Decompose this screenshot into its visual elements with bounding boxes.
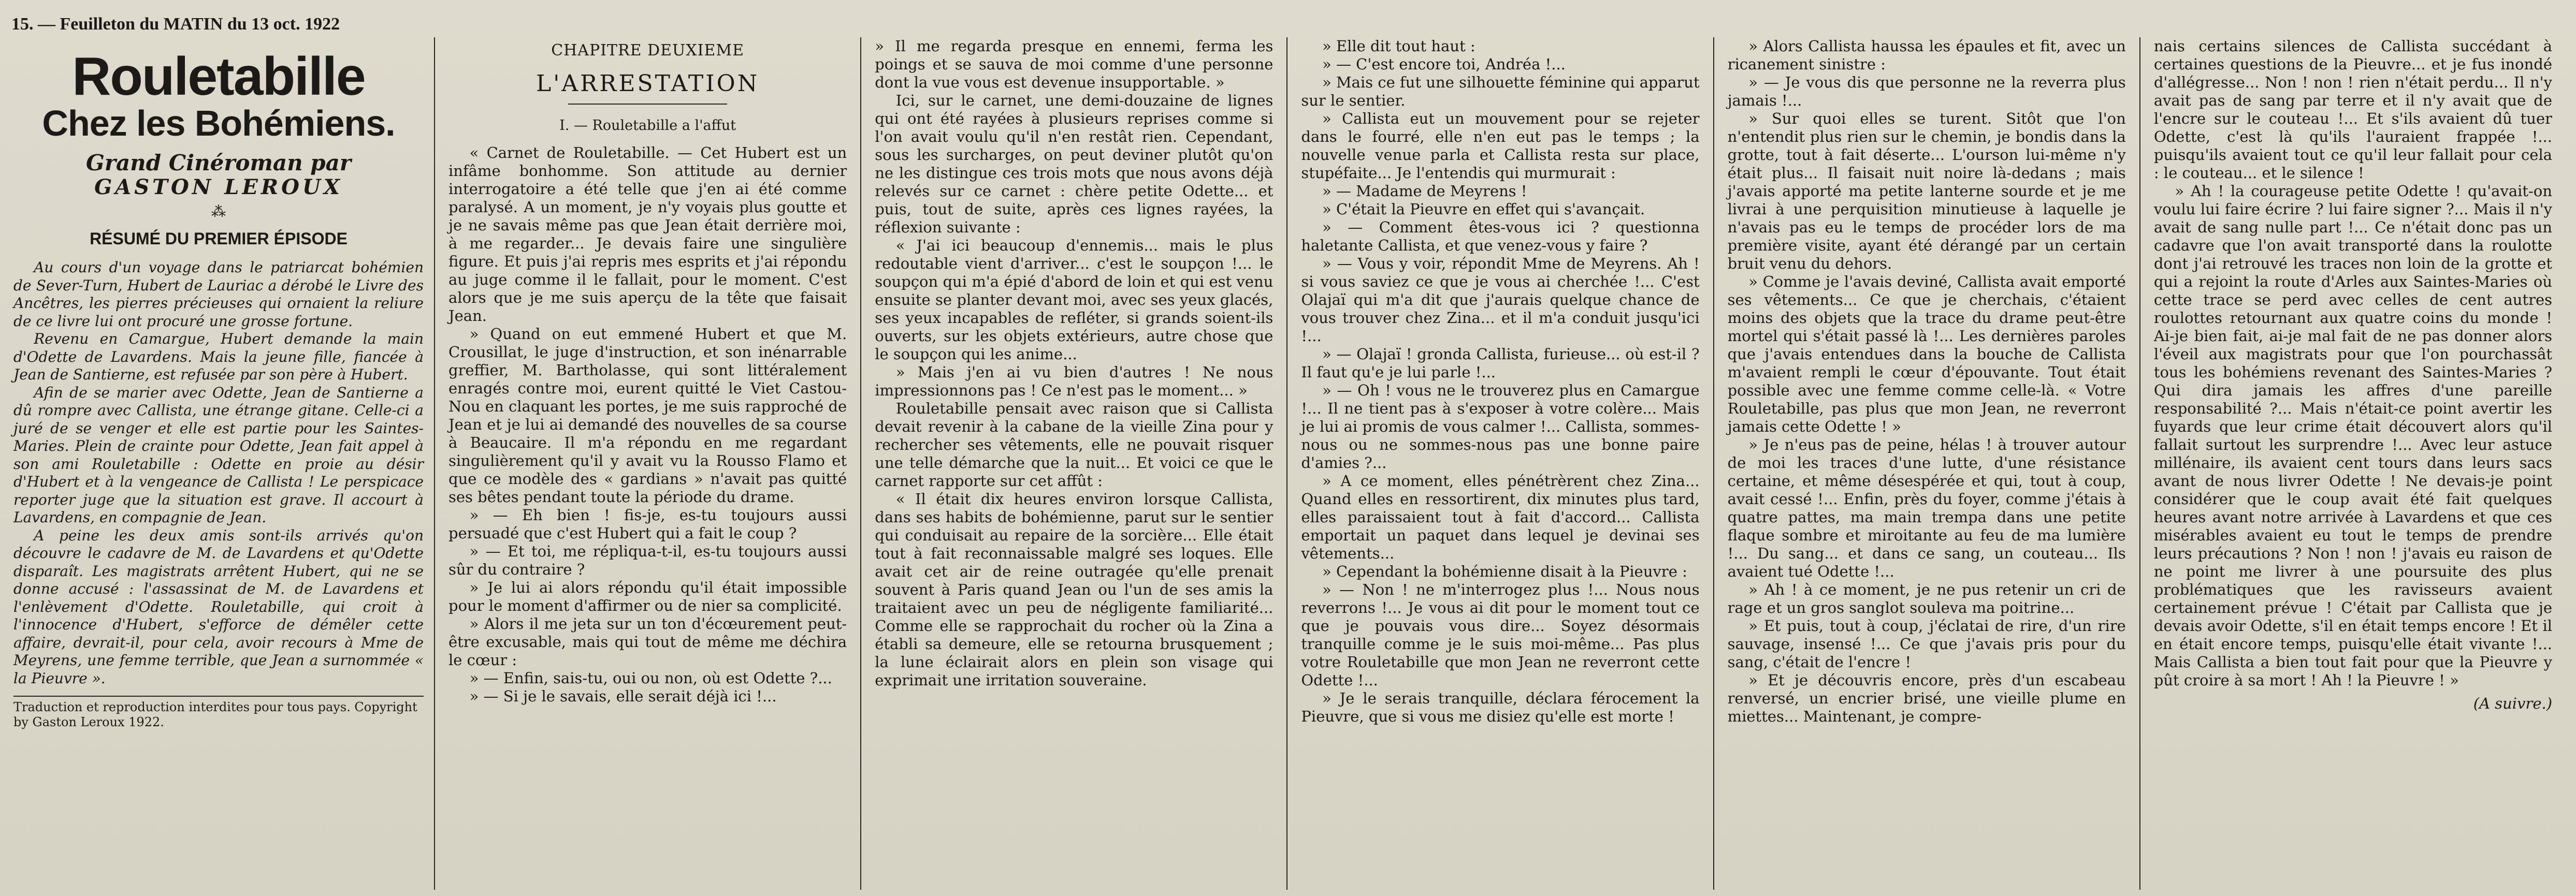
paragraph: » A ce moment, elles pénétrèrent chez Zina... Quand elles en ressortirent, dix minutes plus tard, elles paraissaient tout à fait d'accord... Callista emportait un paquet dans lequel je devinai ses vêtements... (1301, 472, 1700, 562)
paragraph: « J'ai ici beaucoup d'ennemis... mais le plus redoutable vient d'arriver... c'est le soupçon !... le soupçon qui m'a épié d'abord de loin et qui est venu ensuite se planter devant moi, avec ses yeux glacés, ses yeux incapables de refléter, si grands soient-ils ouverts, sur les objets extérieurs, autre chose que le soupçon qui les anime... (875, 237, 1273, 363)
paragraph: » Mais j'en ai vu bien d'autres ! Ne nous impressionnons pas ! Ce n'est pas le moment... » (875, 363, 1273, 399)
ornament-divider: ⁂ (211, 203, 226, 220)
paragraph: « Carnet de Rouletabille. — Cet Hubert est un infâme bonhomme. Son attitude au dernier interrogatoire a été telle que j'en ai été comme paralysé. A un moment, je n'y voyais plus goutte et je ne savais même pas que Jean était derrière moi, à me regarder... Je devais faire une singulière figure. Et puis j'ai repris mes esprits et j'ai répondu au juge comme il le fallait, pour le moment. C'est alors que je me suis aperçu de la tête que faisait Jean. (448, 144, 847, 325)
paragraph: » Ah ! à ce moment, je ne pus retenir un cri de rage et un gros sanglot souleva ma poitrine... (1727, 581, 2126, 616)
paragraph: » — Vous y voir, répondit Mme de Meyrens. Ah ! si vous saviez ce que je vous ai cherchée !... C'est Olajaï qui m'a dit que j'aurais quelque chance de vous trouver chez Zina... et il m'a conduit jusqu'ici !... (1301, 255, 1700, 345)
column-2 (861, 37, 1287, 890)
paragraph: » Ah ! la courageuse petite Odette ! qu'avait-on voulu lui faire écrire ? lui faire signer ?... Mais il n'y avait de sang nulle part !... Ce n'était donc pas un cadavre que l'on avait transporté dans la roulotte dont j'ai retrouvé les traces non loin de la grotte et qui a rejoint la route d'Arles aux Saintes-Maries où cette trace se perd avec celles de cent autres roulottes retournant aux quatre coins du monde ! Ai-je bien fait, ai-je mal fait de ne pas donner alors l'éveil aux magistrats pour que l'on pourchassât tous les bohémiens revenant des Saintes-Maries ? Qui dira jamais les affres d'une pareille responsabilité ?... Mais n'était-ce point avertir les fuyards que leur crime était découvert alors qu'il fallait surtout les surprendre !... Avec leur astuce millénaire, ils avaient cent tours dans leurs sacs avant de nous livrer Odette ! Ne devais-je point considérer que le coup avait été fait quelques heures avant notre arrivée à Lavardens et que ces misérables avaient eu tout le temps de prendre leurs précautions ? Non ! non ! j'avais eu raison de ne point me livrer à une poursuite des plus problématiques que les ravisseurs avaient certainement prévue ! C'était par Callista que je devais avoir Odette, s'il en était temps encore ! Et il en était encore temps, puisqu'elle était vivante !... Mais Callista a bien tout fait pour que la Pieuvre y pût croire à sa mort ! Ah ! la Pieuvre ! » (2153, 182, 2553, 689)
resume-heading: RÉSUMÉ DU PREMIER ÉPISODE (90, 229, 348, 248)
column-5 (2140, 37, 2566, 890)
resume-paragraph: Au cours d'un voyage dans le patriarcat bohémien de Sever-Turn, Hubert de Lauriac a dérobé le Livre des Ancêtres, les pierres précieuses qui ornaient la reliure de ce livre lui ont procuré une grosse fortune. (13, 259, 424, 330)
paragraph: » Et puis, tout à coup, j'éclatai de rire, d'un rire sauvage, insensé !... Ce que j'avais pris pour du sang, c'était de l'encre ! (1727, 617, 2126, 671)
paragraph: » Je lui ai alors répondu qu'il était impossible pour le moment d'affirmer ou de nier sa complicité. (448, 579, 847, 614)
page-number: 15. (11, 14, 34, 34)
chapter-label: CHAPITRE DEUXIEME (551, 41, 744, 60)
paragraph: » — Enfin, sais-tu, oui ou non, où est Odette ?... (469, 669, 832, 687)
paragraph: « Il était dix heures environ lorsque Callista, dans ses habits de bohémienne, parut sur le sentier qui conduisait au repaire de la sorcière... Elle était tout à fait reconnaissable malgré ses loques. Elle avait cet air de reine outragée qu'elle prenait souvent à Paris quand Jean ou l'un de ses amis la traitaient avec un peu de négligente familiarité... Comme elle se rapprochait du rocher où la Zina a établi sa demeure, elle se retourna brusquement ; la lune éclairait alors en plein son visage qui exprimait une irritation souveraine. (875, 490, 1273, 689)
column-1 (435, 37, 861, 890)
paragraph: » Callista eut un mouvement pour se rejeter dans le fourré, elle n'en eut pas le temps ; la nouvelle venue parla et Callista resta sur place, stupéfaite... Je l'entendis qui murmurait : (1301, 110, 1700, 182)
paragraph: Ici, sur le carnet, une demi-douzaine de lignes qui ont été rayées à plusieurs reprises comme si l'on avait voulu qu'il n'en restât rien. Cependant, sous les surcharges, on peut deviner plutôt qu'on ne les distingue ces trois mots que nous avons déjà relevés sur ce carnet : chère petite Odette... et puis, tout de suite, après ces lignes rayées, la réflexion suivante : (875, 92, 1273, 236)
resume-text (13, 259, 424, 687)
resume-paragraph: A peine les deux amis sont-ils arrivés qu'on découvre le cadavre de M. de Lavardens et qu'Odette disparaît. Les magistrats arrêtent Hubert, qui ne se donne accusé : l'assassinat de M. de Lavardens et l'enlèvement d'Odette. Rouletabille, qui croit à l'innocence d'Hubert, s'efforce de démêler cette affaire, devrait-il, pour cela, avoir recours à Mme de Meyrens, une femme terrible, que Jean a surnommée « la Pieuvre ». (13, 526, 424, 687)
page-header (11, 14, 436, 34)
header-text: — Feuilleton du MATIN du 13 oct. 1922 (38, 14, 340, 34)
paragraph: » — Et toi, me répliqua-t-il, es-tu toujours aussi sûr du contraire ? (448, 542, 847, 578)
genre-line: Grand Cinéroman par (85, 150, 352, 175)
paragraph: » Je le serais tranquille, déclara férocement la Pieuvre, que si vous me disiez qu'elle est morte ! (1301, 689, 1700, 725)
paragraph: » — Comment êtes-vous ici ? questionna haletante Callista, et que venez-vous y faire ? (1301, 218, 1700, 254)
serial-subtitle: Chez les Bohémiens. (42, 103, 395, 143)
paragraph: » — Eh bien ! fis-je, es-tu toujours aussi persuadé que c'est Hubert qui a fait le coup ? (448, 506, 847, 542)
paragraph: » — C'est encore toi, Andréa !... (1322, 55, 1566, 73)
to-be-continued: (A suivre.) (2473, 695, 2553, 712)
paragraph: » Alors il me jeta sur un ton d'écœurement peut-être excusable, mais qui tout de même me déchira le cœur : (448, 615, 847, 669)
rights-divider (13, 696, 424, 697)
paragraph: » Cependant la bohémienne disait à la Pieuvre : (1322, 563, 1687, 580)
resume-paragraph: Revenu en Camargue, Hubert demande la main d'Odette de Lavardens. Mais la jeune fille, fiancée à Jean de Santierne, est refusée par son père à Hubert. (13, 330, 424, 383)
paragraph: » Je n'eus pas de peine, hélas ! à trouver autour de moi les traces d'une lutte, d'une résistance certaine, et même désespérée et qui, tout à coup, avait cessé !... Enfin, près du foyer, comme j'étais à quatre pattes, ma main trempa dans une petite flaque sombre et miroitante au feu de ma lumière !... Du sang... et dans ce sang, un couteau... Ils avaient tué Odette !... (1727, 436, 2126, 580)
paragraph: » Quand on eut emmené Hubert et que M. Crousillat, le juge d'instruction, et son inénarrable greffier, M. Bartholasse, qui sont littéralement enragés contre moi, eurent quitté le Viet Castou-Nou en claquant les portes, je me suis rapproché de Jean et je lui ai demandé des nouvelles de sa course à Beaucaire. Il m'a répondu en me regardant singulièrement qu'il y avait vu la Rousso Flamo et que ce modèle des « gardians » n'avait pas quitté ses bêtes pendant toute la période du drame. (448, 325, 847, 506)
paragraph: » Sur quoi elles se turent. Sitôt que l'on n'entendit plus rien sur le chemin, je bondis dans la grotte, tout à fait déserte... L'ourson lui-même n'y était plus... Il faisait nuit noire là-dedans ; mais j'avais apporté ma petite lanterne sourde et je me livrai à une perquisition minutieuse à laquelle je n'avais pas eu le temps de procéder lors de ma première visite, ayant été dérangé par un certain bruit venu du dehors. (1727, 110, 2126, 272)
chapter-title: L'ARRESTATION (536, 70, 760, 97)
paragraph: » — Si je le savais, elle serait déjà ici !... (469, 687, 777, 705)
paragraph: » C'était la Pieuvre en effet qui s'avançait. (1322, 200, 1645, 218)
chapter-divider (568, 104, 728, 105)
resume-paragraph: Afin de se marier avec Odette, Jean de Santierne a dû rompre avec Callista, une étrange gitane. Celle-ci a juré de se venger et elle est partie pour les Saintes-Maries. Plein de crainte pour Odette, Jean fait appel à son ami Rouletabille : Odette en proie au désir d'Hubert et à la vengeance de Callista ! Le perspicace reporter juge que la situation est grave. Il accourt à Lavardens, en compagnie de Jean. (13, 384, 424, 526)
section-heading: I. — Rouletabille a l'affut (559, 117, 736, 134)
serial-title: Rouletabille (72, 47, 365, 107)
paragraph: » Il me regarda presque en ennemi, ferma les poings et se sauva de moi comme d'une personne dont la vue vous est devenue insupportable. » (875, 37, 1273, 91)
columns (10, 37, 2566, 890)
paragraph: » — Madame de Meyrens ! (1322, 182, 1527, 200)
column-3 (1287, 37, 1714, 890)
column-4 (1714, 37, 2140, 890)
paragraph: » — Non ! ne m'interrogez plus !... Nous nous reverrons !... Je vous ai dit pour le moment tout ce que je pouvais vous dire... Soyez désormais tranquille comme je le suis moi-même... Pas plus votre Rouletabille que mon Jean ne reverront cette Odette !... (1301, 581, 1700, 689)
paragraph: » — Je vous dis que personne ne la reverra plus jamais !... (1727, 74, 2126, 109)
paragraph: nais certains silences de Callista succédant à certaines questions de la Pieuvre... et je fus inondé d'allégresse... Non ! non ! rien n'était perdu... Il n'y avait pas de sang par terre et il n'y avait que de l'encre sur le couteau !... Et s'ils avaient dû tuer Odette, c'est là qu'ils l'auraient frappée !... puisqu'ils avaient tout ce qu'il leur fallait pour cela : le couteau... et le silence ! (2153, 37, 2553, 182)
paragraph: » Comme je l'avais deviné, Callista avait emporté ses vêtements... Ce que je cherchais, c'étaient moins des objets que la trace du drame peut-être mortel qui s'était passé là !... Les dernières paroles que j'avais entendues dans la bouche de Callista m'avaient rempli le cœur d'épouvante. Tout était possible avec une femme comme celle-là. « Votre Rouletabille, pas plus que mon Jean, ne reverront jamais cette Odette ! » (1727, 273, 2126, 435)
paragraph: » — Oh ! vous ne le trouverez plus en Camargue !... Il ne tient pas à s'exposer à votre colère... Mais je lui ai promis de vous calmer !... Callista, sommes-nous ou ne sommes-nous pas une bonne paire d'amies ?... (1301, 381, 1700, 472)
paragraph: » Mais ce fut une silhouette féminine qui apparut sur le sentier. (1301, 74, 1700, 109)
paragraph: » Alors Callista haussa les épaules et fit, avec un ricanement sinistre : (1727, 37, 2126, 73)
paragraph: » — Olajaï ! gronda Callista, furieuse... où est-il ? Il faut qu'e je lui parle !... (1301, 345, 1700, 381)
paragraph: Rouletabille pensait avec raison que si Callista devait revenir à la cabane de la vieille Zina pour y rechercher ses vêtements, elle ne pouvait risquer une telle démarche que la nuit... Et voici ce que le carnet rapporte sur cet affût : (875, 400, 1273, 490)
paragraph: » Et je découvris encore, près d'un escabeau renversé, un encrier brisé, une vieille plume en miettes... Maintenant, je compre- (1727, 671, 2126, 725)
rights-notice: Traduction et reproduction interdites pour tous pays. Copyright by Gaston Leroux 1922. (13, 700, 417, 729)
paragraph: » Elle dit tout haut : (1322, 37, 1475, 55)
column-masthead (10, 37, 435, 890)
author-name: GASTON LEROUX (94, 175, 343, 199)
